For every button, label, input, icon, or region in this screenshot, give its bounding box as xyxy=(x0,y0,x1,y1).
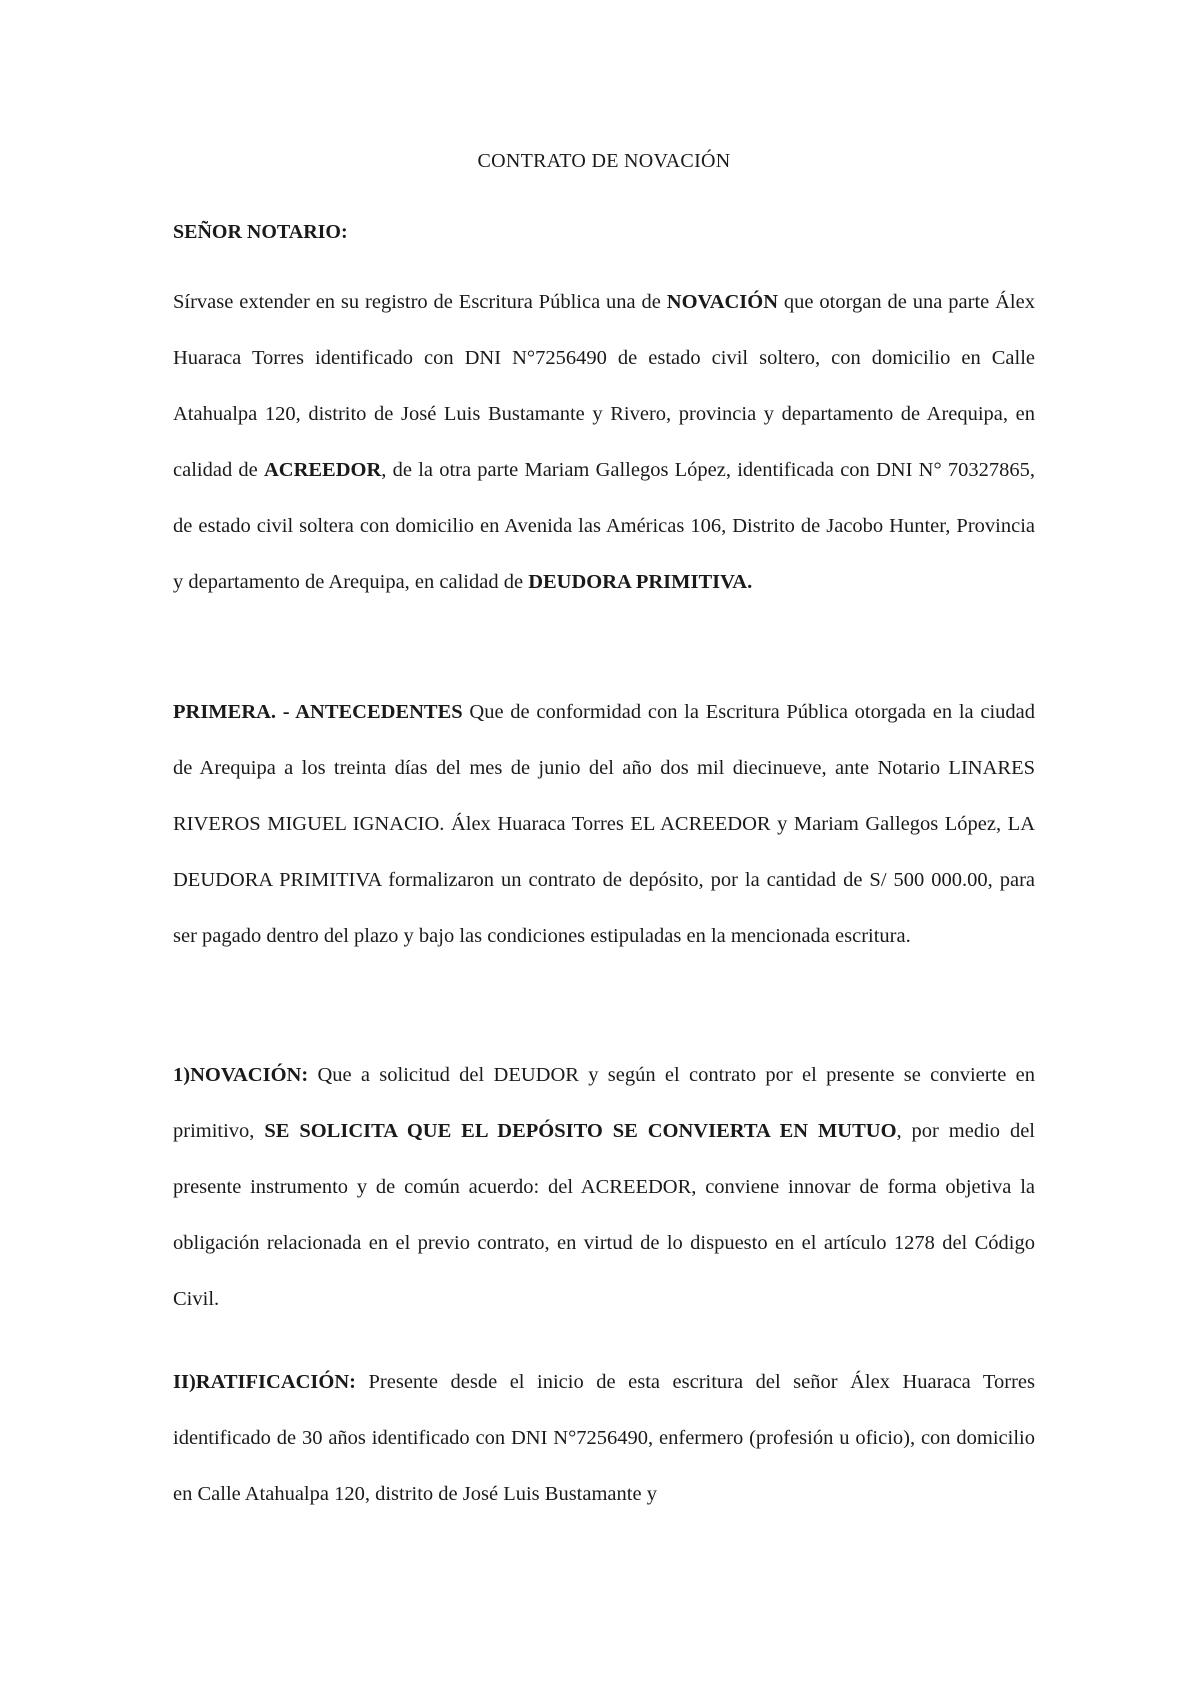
document-page xyxy=(173,0,1035,1698)
novacion-heading: 1)NOVACIÓN: xyxy=(173,1064,309,1086)
intro-paragraph xyxy=(173,274,1035,610)
novacion-text-2: , por medio del presente instrumento y de común acuerdo: del ACREEDOR, conviene innovar de forma objetiva la obligación relacionada en el previo contrato, en virtud de lo dispuesto en el artículo 1278 del Código Civil. xyxy=(173,1120,1035,1310)
primera-heading: PRIMERA. - ANTECEDENTES xyxy=(173,701,463,723)
primera-paragraph xyxy=(173,684,1035,964)
novacion-paragraph xyxy=(173,1047,1035,1327)
document-title: CONTRATO DE NOVACIÓN xyxy=(477,150,731,172)
intro-text-3: , de la otra parte Mariam Gallegos López, identificada con DNI N° 70327865, de estado civil soltera con domicilio en Avenida las Américas 106, Distrito de Jacobo Hunter, Provincia y departamento de Arequipa, en calidad de xyxy=(173,459,1035,593)
salutation: SEÑOR NOTARIO: xyxy=(173,221,348,243)
ratificacion-heading: II)RATIFICACIÓN: xyxy=(173,1371,356,1393)
novacion-bold-request: SE SOLICITA QUE EL DEPÓSITO SE CONVIERTA EN MUTUO xyxy=(264,1120,897,1142)
intro-bold-deudora: DEUDORA PRIMITIVA. xyxy=(528,571,753,593)
intro-text-2: que otorgan de una parte Álex Huaraca Torres identificado con DNI N°7256490 de estado civil soltero, con domicilio en Calle Atahualpa 120, distrito de José Luis Bustamante y Rivero, provincia y departamento de Arequipa, en calidad de xyxy=(173,291,1035,481)
primera-text: Que de conformidad con la Escritura Pública otorgada en la ciudad de Arequipa a los treinta días del mes de junio del año dos mil diecinueve, ante Notario LINARES RIVEROS MIGUEL IGNACIO. Álex Huaraca Torres EL ACREEDOR y Mariam Gallegos López, LA DEUDORA PRIMITIVA formalizaron un contrato de depósito, por la cantidad de S/ 500 000.00, para ser pagado dentro del plazo y bajo las condiciones estipuladas en la mencionada escritura. xyxy=(173,701,1035,947)
intro-bold-novacion: NOVACIÓN xyxy=(666,291,779,313)
ratificacion-paragraph xyxy=(173,1354,1035,1522)
novacion-text-1: Que a solicitud del DEUDOR y según el contrato por el presente se convierte en primitivo, xyxy=(173,1064,1035,1142)
intro-bold-acreedor: ACREEDOR xyxy=(263,459,382,481)
intro-text-1: Sírvase extender en su registro de Escritura Pública una de xyxy=(173,291,667,313)
ratificacion-text: Presente desde el inicio de esta escritura del señor Álex Huaraca Torres identificado de 30 años identificado con DNI N°7256490, enfermero (profesión u oficio), con domicilio en Calle Atahualpa 120, distrito de José Luis Bustamante y xyxy=(173,1371,1035,1505)
